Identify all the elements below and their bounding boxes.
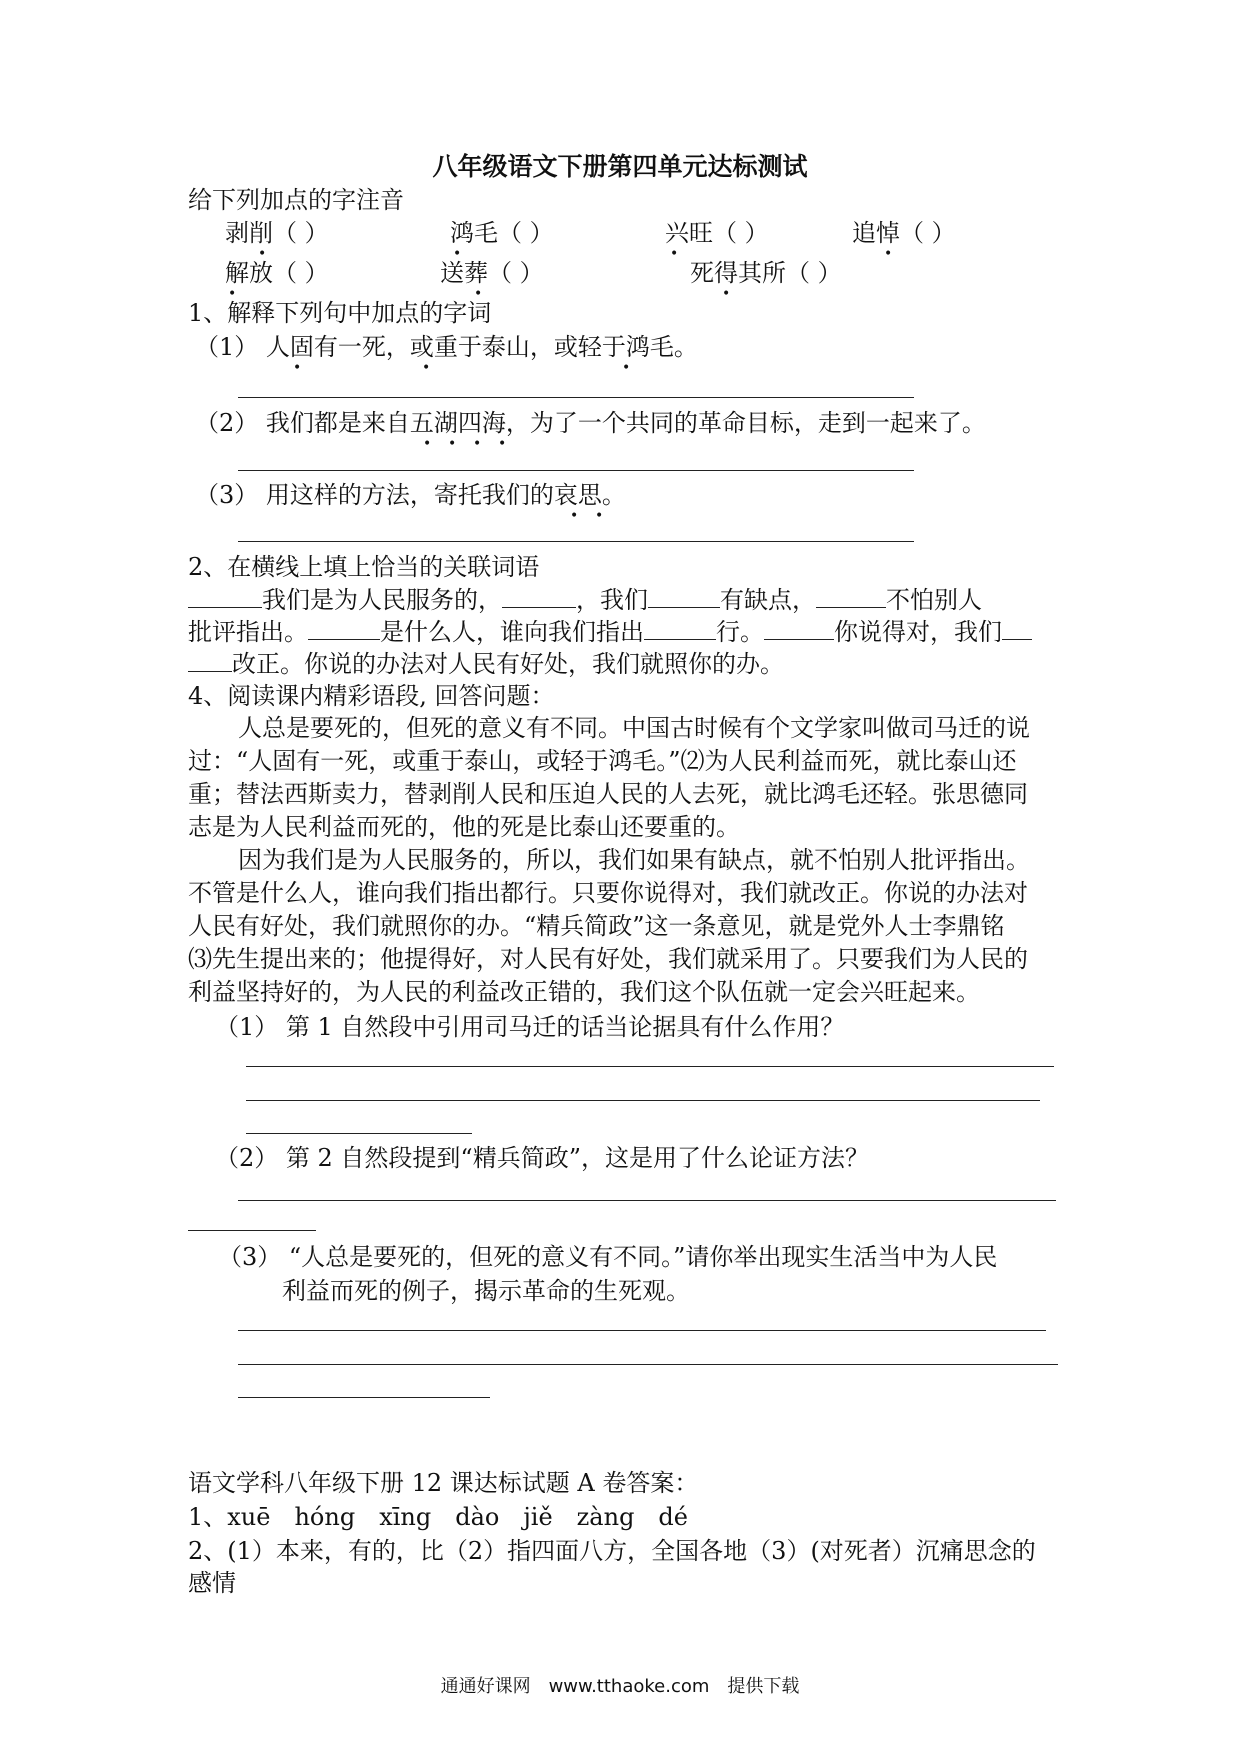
answer-line[interactable] [246, 1066, 1054, 1067]
answers-line-2: 2、(1）本来，有的，比（2）指四面八方，全国各地（3）(对死者）沉痛思念的 [188, 1537, 1036, 1565]
answer-line[interactable] [238, 470, 914, 471]
answer-line[interactable] [238, 1397, 490, 1398]
q4-sub-1: （1） 第 1 自然段中引用司马迁的话当论据具有什么作用？ [215, 1013, 845, 1041]
emphasis-dot: • [473, 436, 482, 452]
footer-credit: 通通好课网 www.tthaoke.com 提供下载 [440, 1676, 800, 1697]
passage-line: 人民有好处，我们就照你的办。“精兵简政”这一条意见，就是党外人士李鼎铭 [188, 912, 1005, 940]
emphasis-dot: • [423, 436, 432, 452]
answer-line[interactable] [238, 1330, 1046, 1331]
emphasis-dot: • [453, 246, 462, 262]
q2-line-3: 改正。你说的办法对人民有好处，我们就照你的办。 [188, 649, 784, 679]
pinyin-item: 解放（ ） [225, 259, 329, 287]
emphasis-dot: • [498, 436, 507, 452]
answer-line[interactable] [246, 1133, 472, 1134]
emphasis-dot: • [722, 286, 731, 302]
answer-line[interactable] [246, 1100, 1040, 1101]
q2-line-2: 批评指出。 是什么人，谁向我们指出 行。 你说得对，我们 [188, 617, 1032, 647]
emphasis-dot: • [293, 360, 302, 376]
passage-line: 利益坚持好的，为人民的利益改正错的，我们这个队伍就一定会兴旺起来。 [188, 978, 980, 1006]
q2-heading: 2、在横线上填上恰当的关联词语 [188, 553, 540, 581]
passage-line: 不管是什么人，谁向我们指出都行。只要你说得对，我们就改正。你说的办法对 [188, 879, 1028, 907]
pinyin-item: 追悼（ ） [852, 219, 956, 247]
answer-line[interactable] [238, 1200, 1056, 1201]
answer-line[interactable] [238, 397, 914, 398]
blank[interactable] [816, 585, 886, 608]
q4-heading: 4、阅读课内精彩语段, 回答问题： [188, 682, 555, 710]
emphasis-dot: • [422, 360, 431, 376]
q4-sub-2: （2） 第 2 自然段提到“精兵简政”，这是用了什么论证方法？ [215, 1144, 869, 1172]
q1-item-3: （3） 用这样的方法，寄托我们的哀思。 [195, 481, 626, 509]
pinyin-item: 送葬（ ） [440, 259, 544, 287]
passage-line: 因为我们是为人民服务的，所以，我们如果有缺点，就不怕别人批评指出。 [238, 846, 1030, 874]
passage-line: ⑶先生提出来的；他提得好，对人民有好处，我们就采用了。只要我们为人民的 [188, 945, 1028, 973]
pinyin-item: 剥削（ ） [225, 219, 329, 247]
emphasis-dot: • [258, 246, 267, 262]
emphasis-dot: • [595, 508, 604, 524]
emphasis-dot: • [670, 246, 679, 262]
answer-line[interactable] [238, 541, 914, 542]
emphasis-dot: • [228, 286, 237, 302]
blank[interactable] [1002, 617, 1032, 640]
passage-line: 志是为人民利益而死的，他的死是比泰山还要重的。 [188, 813, 740, 841]
emphasis-dot: • [884, 246, 893, 262]
q4-sub-3-line-2: 利益而死的例子，揭示革命的生死观。 [282, 1277, 690, 1305]
passage-line: 人总是要死的，但死的意义有不同。中国古时候有个文学家叫做司马迁的说 [238, 714, 1030, 742]
blank[interactable] [308, 617, 380, 640]
answers-heading: 语文学科八年级下册 12 课达标试题 A 卷答案： [188, 1469, 699, 1497]
answer-line[interactable] [188, 1230, 316, 1231]
blank[interactable] [502, 585, 576, 608]
pinyin-heading: 给下列加点的字注音 [188, 186, 404, 214]
emphasis-dot: • [570, 508, 579, 524]
q4-sub-3-line-1: （3） “人总是要死的，但死的意义有不同。”请你举出现实生活当中为人民 [218, 1243, 998, 1271]
emphasis-dot: • [448, 436, 457, 452]
emphasis-dot: • [474, 286, 483, 302]
answers-line-3: 感情 [188, 1569, 236, 1597]
blank[interactable] [648, 585, 720, 608]
emphasis-dot: • [622, 360, 631, 376]
answer-line[interactable] [238, 1364, 1058, 1365]
q1-item-2: （2） 我们都是来自五湖四海，为了一个共同的革命目标，走到一起来了。 [195, 409, 986, 437]
blank[interactable] [644, 617, 716, 640]
q1-item-1: （1） 人固有一死，或重于泰山，或轻于鸿毛。 [195, 333, 698, 361]
pinyin-item: 鸿毛（ ） [450, 219, 554, 247]
q1-heading: 1、解释下列句中加点的字词 [188, 299, 492, 327]
answers-line-1: 1、xuē hóng xīng dào jiě zàng dé [188, 1503, 689, 1531]
page-title: 八年级语文下册第四单元达标测试 [432, 152, 808, 181]
pinyin-item: 兴旺（ ） [665, 219, 769, 247]
q2-line-1: 我们是为人民服务的， ，我们 有缺点， 不怕别人 [188, 585, 982, 615]
passage-line: 重；替法西斯卖力，替剥削人民和压迫人民的人去死，就比鸿毛还轻。张思德同 [188, 780, 1028, 808]
pinyin-item: 死得其所（ ） [690, 259, 842, 287]
blank[interactable] [188, 649, 232, 672]
passage-line: 过：“人固有一死，或重于泰山，或轻于鸿毛。”⑵为人民利益而死，就比泰山还 [188, 747, 1017, 775]
blank[interactable] [764, 617, 834, 640]
blank[interactable] [188, 585, 262, 608]
